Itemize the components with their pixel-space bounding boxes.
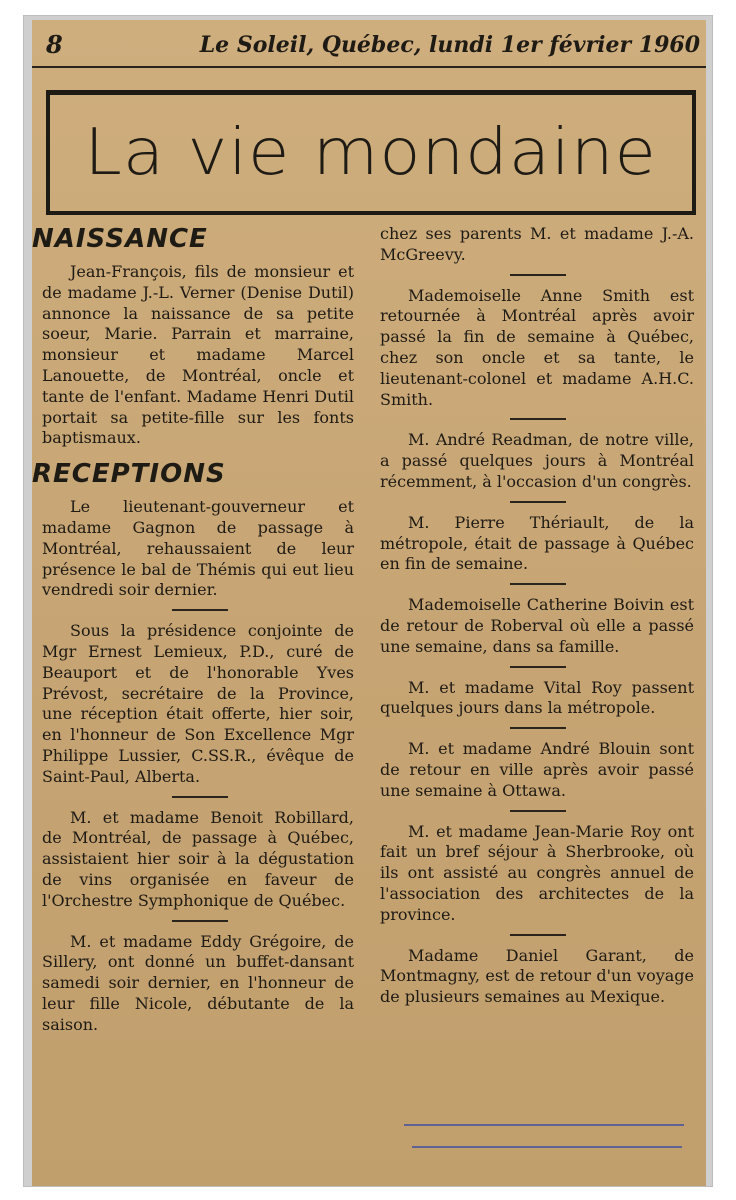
pen-underline [404,1124,684,1126]
page-number: 8 [46,30,63,59]
newspaper-clipping [32,20,706,1186]
separator-rule [510,501,566,503]
article-paragraph: M. et madame Benoit Robillard, de Montréal, de passage à Québec, assistaient hier soir à la dégustation de vins organisée en faveur de l'Orchestre Symphonique de Québec. [42,807,354,910]
article-paragraph: M. et madame Vital Roy passent quelques jours dans la métropole. [380,677,694,718]
article-paragraph: Sous la présidence conjointe de Mgr Ernest Lemieux, P.D., curé de Beauport et de l'honorable Yves Prévost, secrétaire de la Province, une réception était offerte, hier soir, en l'honneur de Son Excellence Mgr Philippe Lussier, C.SS.R., évêque de Saint-Paul, Alberta. [42,621,354,786]
article-paragraph: M. et madame Jean-Marie Roy ont fait un bref séjour à Sherbrooke, où ils ont assisté au congrès annuel de l'association des architectes de la province. [380,821,694,924]
heading-naissance: NAISSANCE [32,224,208,254]
separator-rule [510,934,566,936]
article-paragraph: Jean-François, fils de monsieur et de madame J.-L. Verner (Denise Dutil) annonce la naissance de sa petite soeur, Marie. Parrain et marraine, monsieur et madame Marcel Lanouette, de Montréal, oncle et tante de l'enfant. Madame Henri Dutil portait sa petite-fille sur les fonts baptismaux. [42,262,354,448]
article-paragraph: M. Pierre Thériault, de la métropole, était de passage à Québec en fin de semaine. [380,512,694,574]
page-header [32,28,706,68]
pen-underline [412,1146,682,1148]
spacer [32,449,354,459]
dateline: Le Soleil, Québec, lundi 1er février 1960 [199,32,700,58]
right-column [380,224,694,1008]
separator-rule [172,609,228,611]
heading-receptions: RECEPTIONS [32,459,226,490]
left-column [32,224,354,1036]
separator-rule [510,810,566,812]
title-box [46,90,696,215]
article-paragraph: M. André Readman, de notre ville, a passé quelques jours à Montréal récemment, à l'occasion d'un congrès. [380,430,694,491]
article-paragraph: M. et madame Eddy Grégoire, de Sillery, ont donné un buffet-dansant samedi soir dernier, en l'honneur de leur fille Nicole, débutante de la saison. [42,931,354,1034]
separator-rule [510,666,566,668]
separator-rule [510,727,566,729]
separator-rule [172,920,228,922]
article-paragraph: Le lieutenant-gouverneur et madame Gagnon de passage à Montréal, rehaussaient de leur présence le bal de Thémis qui eut lieu vendredi soir dernier. [42,497,354,600]
article-paragraph: M. et madame André Blouin sont de retour en ville après avoir passé une semaine à Ottawa. [380,739,694,800]
separator-rule [510,583,566,585]
article-continuation: chez ses parents M. et madame J.-A. McGreevy. [380,224,694,264]
separator-rule [510,418,566,420]
article-paragraph: Mademoiselle Anne Smith est retournée à Montréal après avoir passé la fin de semaine à Québec, chez son oncle et sa tante, le lieutenant-colonel et madame A.H.C. Smith. [380,285,694,409]
section-title: La vie mondaine [84,116,658,190]
separator-rule [172,796,228,798]
article-paragraph: Mademoiselle Catherine Boivin est de retour de Roberval où elle a passé une semaine, dans sa famille. [380,595,694,656]
separator-rule [510,274,566,276]
article-paragraph-last: Madame Daniel Garant, de Montmagny, est de retour d'un voyage de plusieurs semaines au Mexique. [380,945,694,1007]
